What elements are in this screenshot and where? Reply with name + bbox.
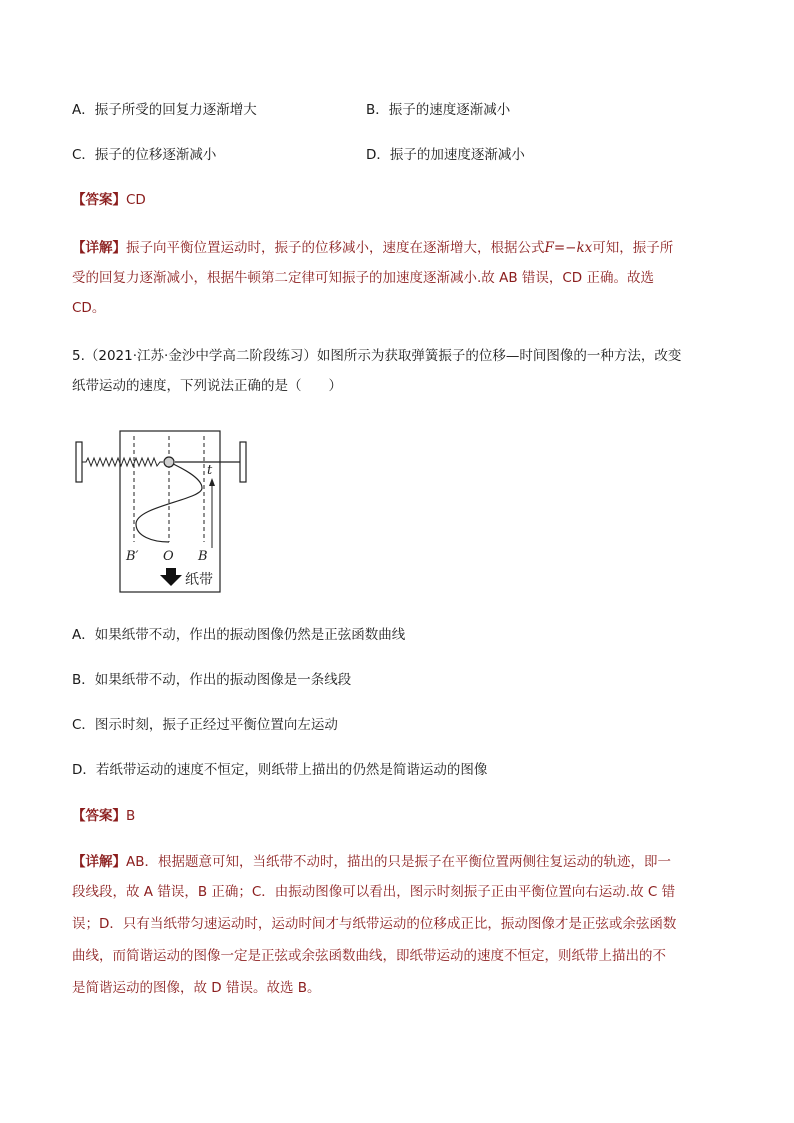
spring-oscillator-figure <box>72 428 262 598</box>
q4-options-row-1 <box>72 100 511 120</box>
q5-detail-label: 【详解】 <box>72 854 126 870</box>
q4-option-c: C．振子的位移逐渐减小 <box>72 147 217 163</box>
oscillator-ball <box>164 457 174 467</box>
q5-option-d: D．若纸带运动的速度不恒定，则纸带上描出的仍然是简谐运动的图像 <box>72 762 488 778</box>
q5-stem-line-2: 纸带运动的速度，下列说法正确的是（ ） <box>72 378 342 394</box>
q5-detail-line-4: 曲线，而简谐运动的图像一定是正弦或余弦函数曲线，即纸带运动的速度不恒定，则纸带上描出的不 <box>72 948 666 964</box>
q5-option-b: B．如果纸带不动，作出的振动图像是一条线段 <box>72 672 352 688</box>
q4-detail-text-1b: 可知，振子所 <box>592 240 674 256</box>
q5-detail-line-1 <box>72 852 671 872</box>
right-wall <box>240 442 246 482</box>
q4-options-row-2 <box>72 145 525 165</box>
time-arrow-head <box>209 478 215 486</box>
q4-option-a: A．振子所受的回复力逐渐增大 <box>72 102 257 118</box>
q5-detail-line-2: 段线段，故 A 错误，B 正确；C．由振动图像可以看出，图示时刻振子正由平衡位置向右运动.故 C 错 <box>72 884 676 900</box>
q4-detail-text-1a: 振子向平衡位置运动时，振子的位移减小，速度在逐渐增大，根据公式 <box>126 240 545 256</box>
left-wall <box>76 442 82 482</box>
q5-detail-line-3: 误；D．只有当纸带匀速运动时，运动时间才与纸带运动的位移成正比，振动图像才是正弦或余弦函数 <box>72 916 677 932</box>
q4-answer <box>72 190 146 210</box>
q5-detail-text-1: AB．根据题意可知，当纸带不动时，描出的只是振子在平衡位置两侧往复运动的轨迹，即一 <box>126 854 671 870</box>
q4-answer-label: 【答案】 <box>72 192 126 208</box>
label-tape: 纸带 <box>185 572 213 588</box>
q4-answer-value: CD <box>126 192 146 208</box>
spring <box>82 458 163 466</box>
q5-answer <box>72 806 135 826</box>
tape-direction-arrow <box>160 568 182 586</box>
q5-stem-line-1: 5.（2021·江苏·金沙中学高二阶段练习）如图所示为获取弹簧振子的位移—时间图像的一种方法，改变 <box>72 348 682 364</box>
q5-answer-value: B <box>126 808 136 824</box>
paper-tape-frame <box>120 431 220 592</box>
q4-detail-line-1 <box>72 238 673 258</box>
q4-option-d: D．振子的加速度逐渐减小 <box>366 147 525 163</box>
label-b-prime: B′ <box>126 549 139 564</box>
q4-detail-line-3: CD。 <box>72 300 106 316</box>
q5-detail-line-5: 是简谐运动的图像，故 D 错误。故选 B。 <box>72 980 321 996</box>
label-b: B <box>198 549 208 564</box>
q5-option-a: A．如果纸带不动，作出的振动图像仍然是正弦函数曲线 <box>72 627 406 643</box>
q5-answer-label: 【答案】 <box>72 808 126 824</box>
q4-detail-line-2: 受的回复力逐渐减小，根据牛顿第二定律可知振子的加速度逐渐减小.故 AB 错误，CD 正确。故选 <box>72 270 654 286</box>
q5-option-c: C．图示时刻，振子正经过平衡位置向左运动 <box>72 717 338 733</box>
label-o: O <box>163 549 174 564</box>
q4-formula: F=−kx <box>544 240 593 256</box>
q4-detail-label: 【详解】 <box>72 240 126 256</box>
q4-option-b: B．振子的速度逐渐减小 <box>366 102 511 118</box>
label-t: t <box>207 463 213 478</box>
